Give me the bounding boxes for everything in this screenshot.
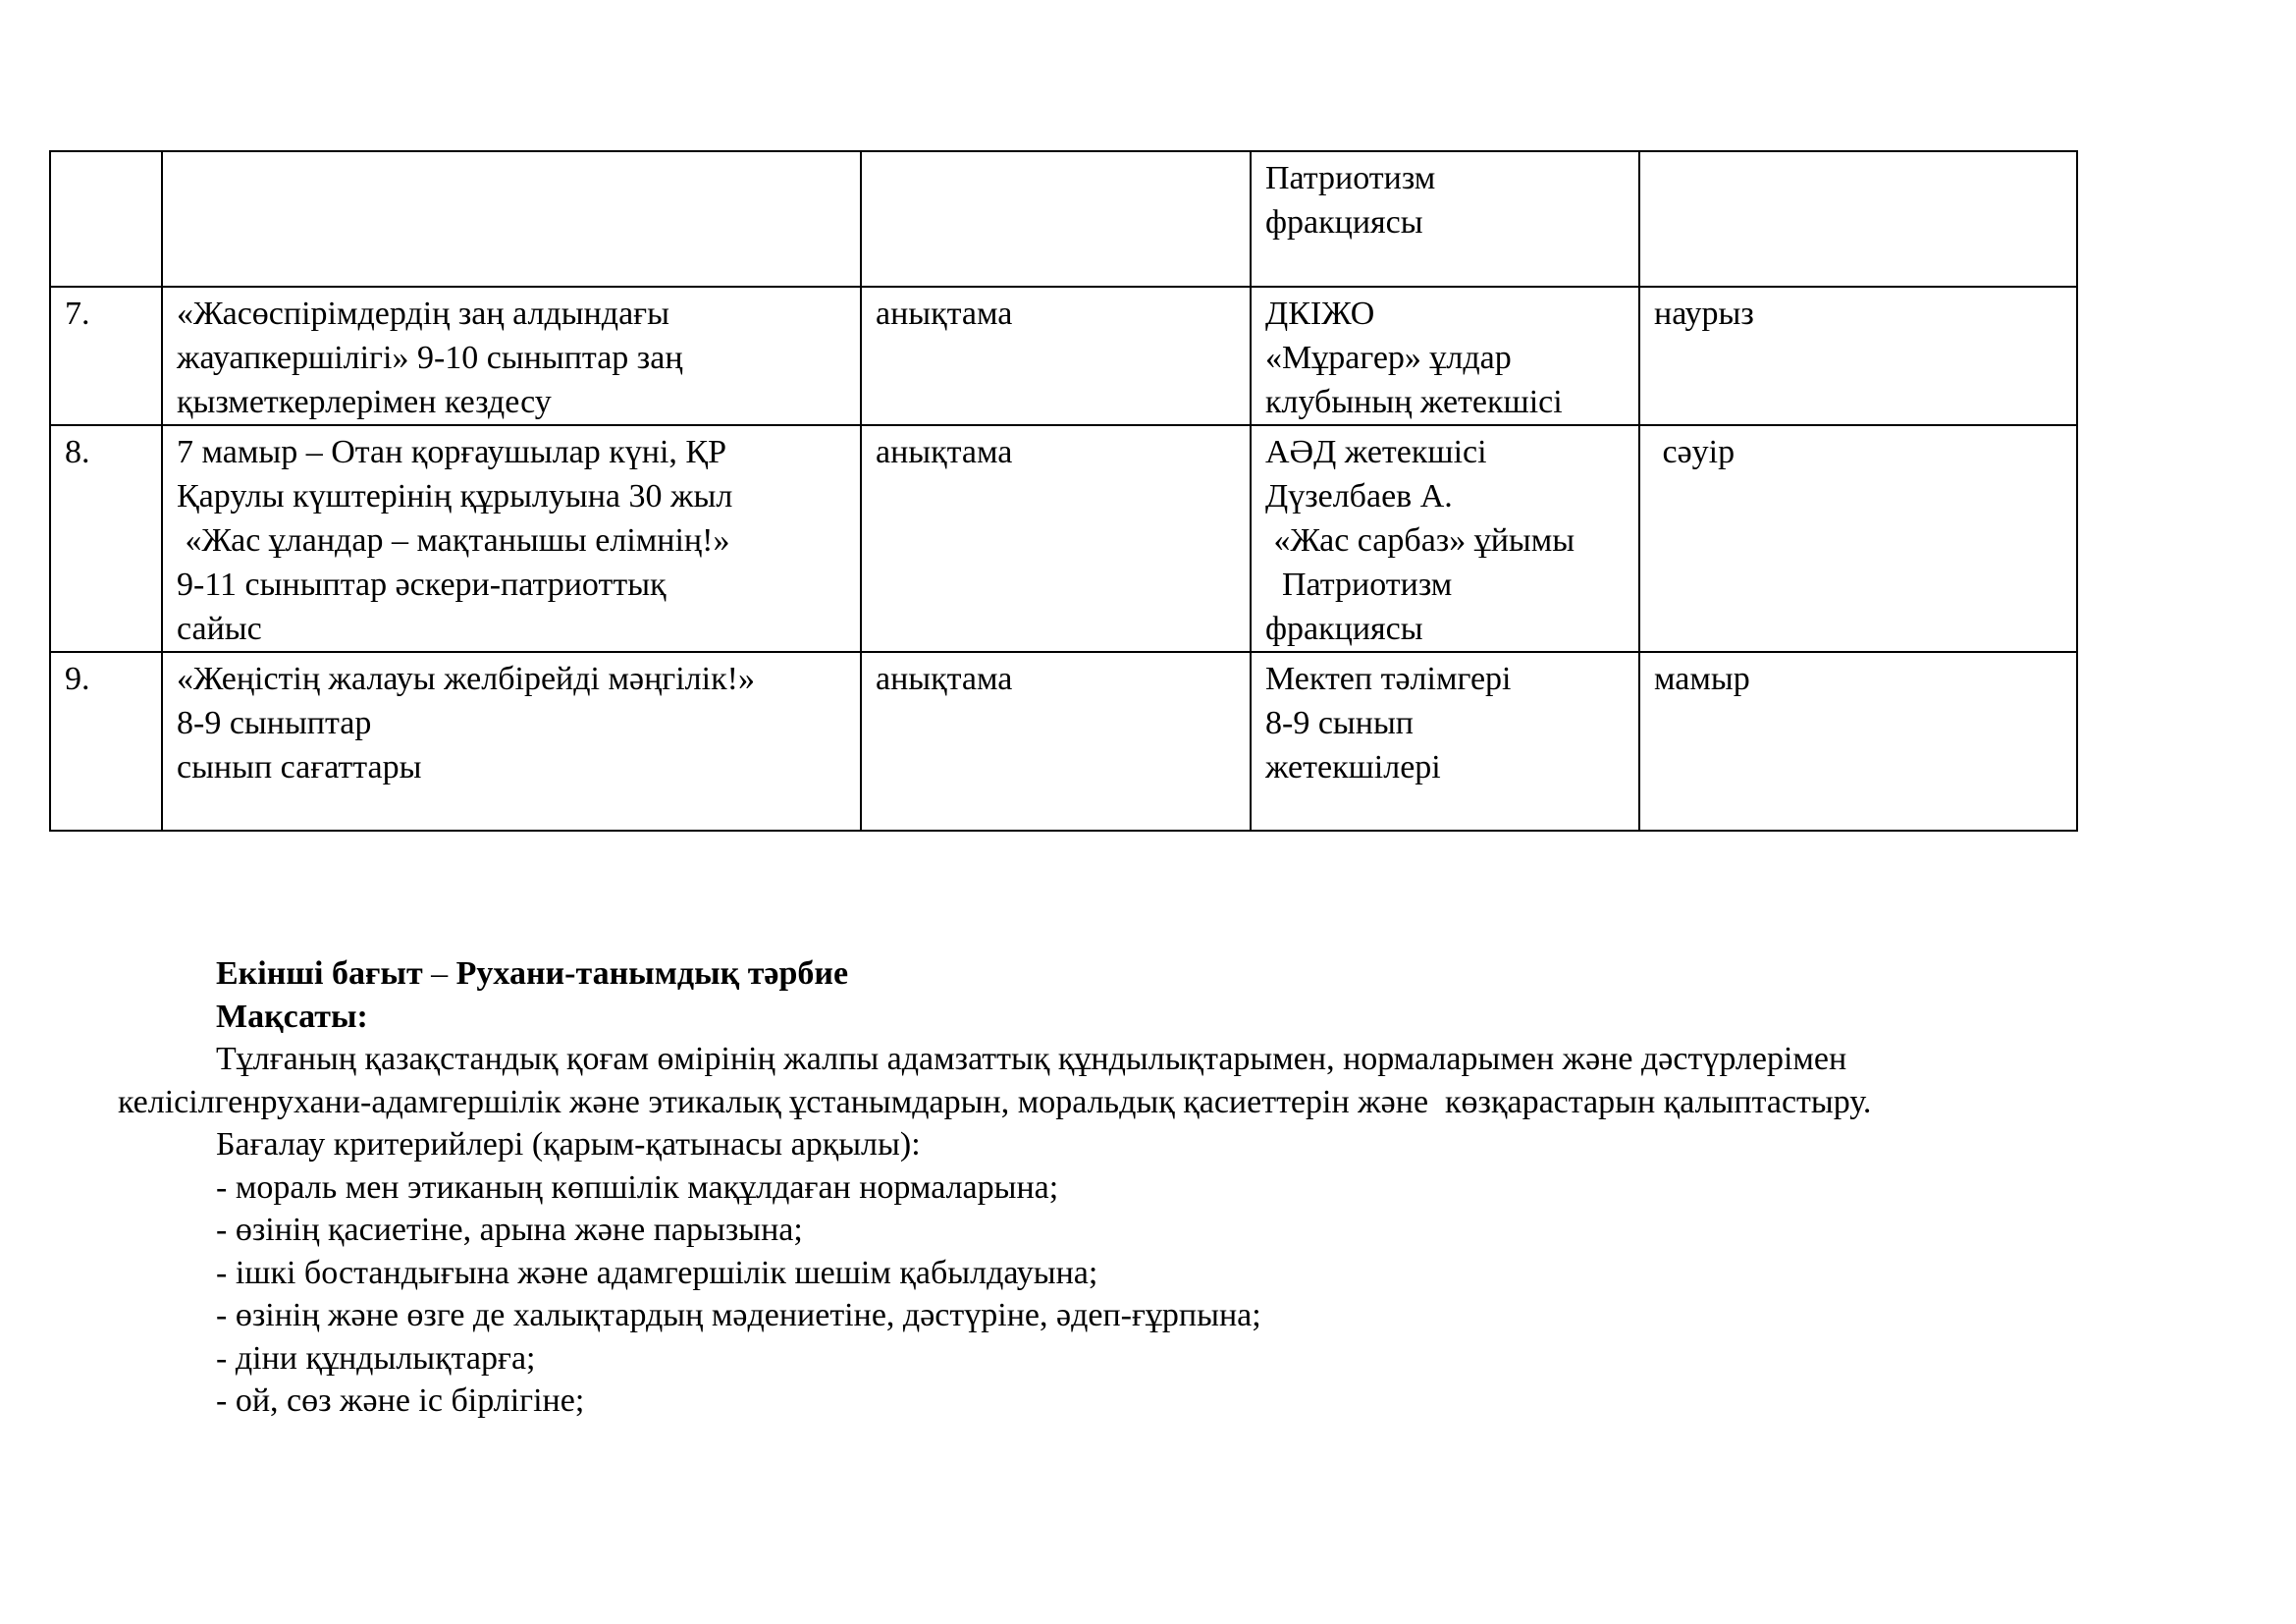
cell-line: фракциясы [1265, 204, 1423, 241]
table-row [50, 151, 2077, 287]
cell-line: Қарулы күштерінің құрылуына 30 жыл [177, 478, 733, 514]
cell-form [861, 151, 1251, 287]
cell-line: жетекшілері [1265, 749, 1441, 785]
criteria-item: - өзінің қасиетіне, арына және парызына; [216, 1212, 803, 1248]
cell-line: Дүзелбаев А. [1265, 478, 1453, 514]
criteria-item: - ішкі бостандығына және адамгершілік шешім қабылдауына; [216, 1254, 1098, 1291]
cell-line: Патриотизм [1265, 160, 1436, 196]
criteria-item: - мораль мен этиканың көпшілік мақұлдаған нормаларына; [216, 1168, 1059, 1206]
cell-line: ДКІЖО [1265, 296, 1375, 332]
cell-line: «Жас сарбаз» ұйымы [1265, 522, 1575, 559]
cell-line: АӘД жетекшісі [1265, 434, 1487, 470]
cell-form [861, 652, 1251, 831]
cell-line: анықтама [876, 296, 1013, 332]
cell-line: Патриотизм [1265, 567, 1453, 603]
cell-line: анықтама [876, 434, 1013, 470]
criteria-item: - өзінің және өзге де халықтардың мәдениетіне, дәстүріне, әдеп-ғұрпына; [216, 1297, 1261, 1333]
cell-line: анықтама [876, 661, 1013, 697]
table-row [50, 652, 2077, 831]
table-row [50, 425, 2077, 652]
goal-label: Мақсаты: [216, 998, 368, 1035]
cell-responsible [1251, 425, 1639, 652]
cell-num [50, 151, 162, 287]
cell-line: 8-9 сынып [1265, 705, 1414, 741]
cell-line: мамыр [1654, 661, 1750, 697]
cell-line: «Мұрагер» ұлдар [1265, 340, 1512, 376]
cell-line: «Жеңістің жалауы желбірейді мәңгілік!» [177, 661, 755, 697]
cell-line: 9-11 сыныптар әскери-патриоттық [177, 567, 667, 603]
cell-line: сайыс [177, 611, 262, 647]
cell-line: сынып сағаттары [177, 749, 422, 785]
cell-date [1639, 287, 2077, 425]
cell-line: «Жасөспірімдердің заң алдындағы [177, 296, 669, 332]
cell-date [1639, 652, 2077, 831]
cell-line: Мектеп тәлімгері [1265, 661, 1512, 697]
cell-form [861, 425, 1251, 652]
cell-line: «Жас ұландар – мақтанышы елімнің!» [177, 522, 730, 559]
cell-line: наурыз [1654, 296, 1754, 332]
cell-line: 8-9 сыныптар [177, 705, 372, 741]
criteria-item: - діни құндылықтарға; [216, 1339, 536, 1377]
cell-line: клубының жетекшісі [1265, 384, 1563, 420]
cell-line: фракциясы [1265, 611, 1423, 647]
heading-part1: Екінші бағыт [216, 955, 423, 992]
cell-event [162, 652, 861, 831]
cell-num: 8. [50, 425, 162, 652]
cell-date [1639, 425, 2077, 652]
cell-event [162, 287, 861, 425]
heading-dash: – [422, 955, 456, 992]
cell-num: 7. [50, 287, 162, 425]
cell-responsible [1251, 151, 1639, 287]
cell-responsible [1251, 652, 1639, 831]
events-table [49, 150, 2078, 832]
section-heading [0, 952, 2296, 996]
cell-line: қызметкерлерімен кездесу [177, 384, 552, 420]
goal-line-1: Тұлғаның қазақстандық қоғам өмірінің жалпы адамзаттық құндылықтарымен, нормаларымен және дәстүрлерімен [216, 1041, 1847, 1077]
cell-line: сәуір [1654, 434, 1735, 470]
heading-part2: Рухани-танымдық тәрбие [455, 955, 849, 992]
cell-form [861, 287, 1251, 425]
cell-num: 9. [50, 652, 162, 831]
table-row [50, 287, 2077, 425]
criteria-label: Бағалау критерийлері (қарым-қатынасы арқылы): [216, 1126, 921, 1163]
cell-event [162, 425, 861, 652]
cell-line: жауапкершілігі» 9-10 сыныптар заң [177, 340, 683, 376]
cell-responsible [1251, 287, 1639, 425]
section-block [0, 952, 2296, 1423]
cell-event [162, 151, 861, 287]
cell-line: 7 мамыр – Отан қорғаушылар күні, ҚР [177, 434, 727, 470]
goal-line-2: келісілгенрухани-адамгершілік және этикалық ұстанымдарын, моральдық қасиеттерін және көзқарастарын қалыптастыру. [118, 1083, 1872, 1120]
cell-date [1639, 151, 2077, 287]
criteria-item: - ой, сөз және іс бірлігіне; [216, 1382, 585, 1419]
